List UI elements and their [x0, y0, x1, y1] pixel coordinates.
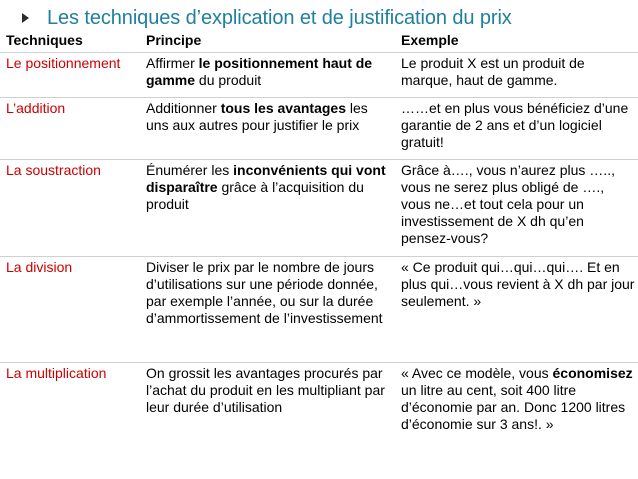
table-header-row — [0, 31, 638, 53]
table-row — [0, 98, 638, 160]
table-row — [0, 363, 638, 442]
techniques-table — [0, 31, 638, 441]
header-principe: Principe — [146, 32, 202, 48]
title-text: Les techniques d’explication et de justification du prix — [47, 6, 512, 29]
table-row — [0, 53, 638, 98]
exemple-cell: « Avec ce modèle, vous économisez un litre au cent, soit 400 litre d’économie par an. Donc 1200 litres d’économie sur 3 ans!. » — [397, 363, 638, 442]
table-row — [0, 257, 638, 363]
header-techniques: Techniques — [6, 32, 83, 48]
principe-cell: Additionner tous les avantages les uns aux autres pour justifier le prix — [140, 98, 397, 160]
table-row — [0, 160, 638, 257]
technique-cell: Le positionnement — [0, 53, 140, 98]
technique-cell: La soustraction — [0, 160, 140, 257]
exemple-cell: ……et en plus vous bénéficiez d’une garantie de 2 ans et d’un logiciel gratuit! — [397, 98, 638, 160]
slide-title — [22, 6, 512, 30]
technique-cell: La division — [0, 257, 140, 363]
principe-cell: Énumérer les inconvénients qui vont disparaître grâce à l’acquisition du produit — [140, 160, 397, 257]
technique-cell: L’addition — [0, 98, 140, 160]
principe-cell: Affirmer le positionnement haut de gamme du produit — [140, 53, 397, 98]
technique-cell: La multiplication — [0, 363, 140, 442]
exemple-cell: « Ce produit qui…qui…qui…. Et en plus qui…vous revient à X dh par jour seulement. » — [397, 257, 638, 363]
principe-cell: On grossit les avantages procurés par l’achat du produit en les multipliant par leur durée d’utilisation — [140, 363, 397, 442]
header-exemple: Exemple — [401, 32, 459, 48]
exemple-cell: Le produit X est un produit de marque, haut de gamme. — [397, 53, 638, 98]
principe-cell: Diviser le prix par le nombre de jours d’utilisations sur une période donnée, par exemple l’année, ou sur la durée d’ammortissement de l’investissement — [140, 257, 397, 363]
exemple-cell: Grâce à…., vous n’aurez plus ….., vous ne serez plus obligé de …., vous ne…et tout cela pour un investissement de X dh qu’en pensez-vous? — [397, 160, 638, 257]
triangle-bullet-icon — [22, 12, 31, 24]
